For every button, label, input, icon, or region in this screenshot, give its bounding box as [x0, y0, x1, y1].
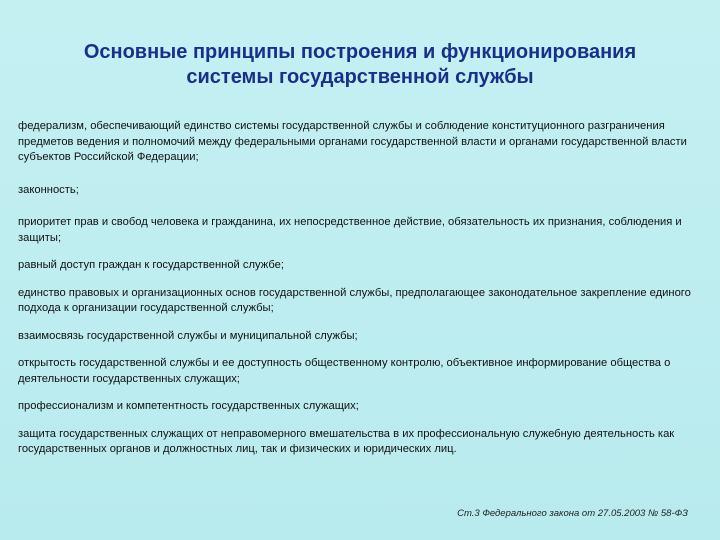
- source-citation: Ст.3 Федерального закона от 27.05.2003 № 58-ФЗ: [457, 508, 688, 519]
- principle-professionalism: профессионализм и компетентность государственных служащих;: [18, 400, 359, 412]
- principle-rights-priority: приоритет прав и свобод человека и гражданина, их непосредственное действие, обязательность их признания, соблюдения и защиты;: [18, 216, 682, 244]
- title-line-1: Основные принципы построения и функционирования: [83, 41, 637, 63]
- principle-equal-access: равный доступ граждан к государственной службе;: [18, 259, 284, 271]
- principle-unity-of-foundations: единство правовых и организационных основ государственной службы, предполагающее законодательное закрепление единого подхода к организации государственной службы;: [18, 286, 691, 314]
- principle-legality: законность;: [18, 183, 79, 196]
- slide-title: [30, 40, 690, 90]
- principles-list: [18, 119, 708, 470]
- principle-federalism: федерализм, обеспечивающий единство системы государственной службы и соблюдение конституционного разграничения предметов ведения и полномочий между федеральными органами государственной власти и органами государственной власти субъектов Российской Федерации;: [18, 120, 687, 163]
- principle-protection: защита государственных служащих от неправомерного вмешательства в их профессиональную служебную деятельность как государственных органов и должностных лиц, так и физических и юридических лиц.: [18, 427, 675, 455]
- principle-interrelation: взаимосвязь государственной службы и муниципальной службы;: [18, 329, 358, 342]
- title-line-2: системы государственной службы: [186, 66, 534, 88]
- principle-openness: открытость государственной службы и ее доступность общественному контролю, объективное информирование общества о деятельности государственных служащих;: [18, 357, 671, 385]
